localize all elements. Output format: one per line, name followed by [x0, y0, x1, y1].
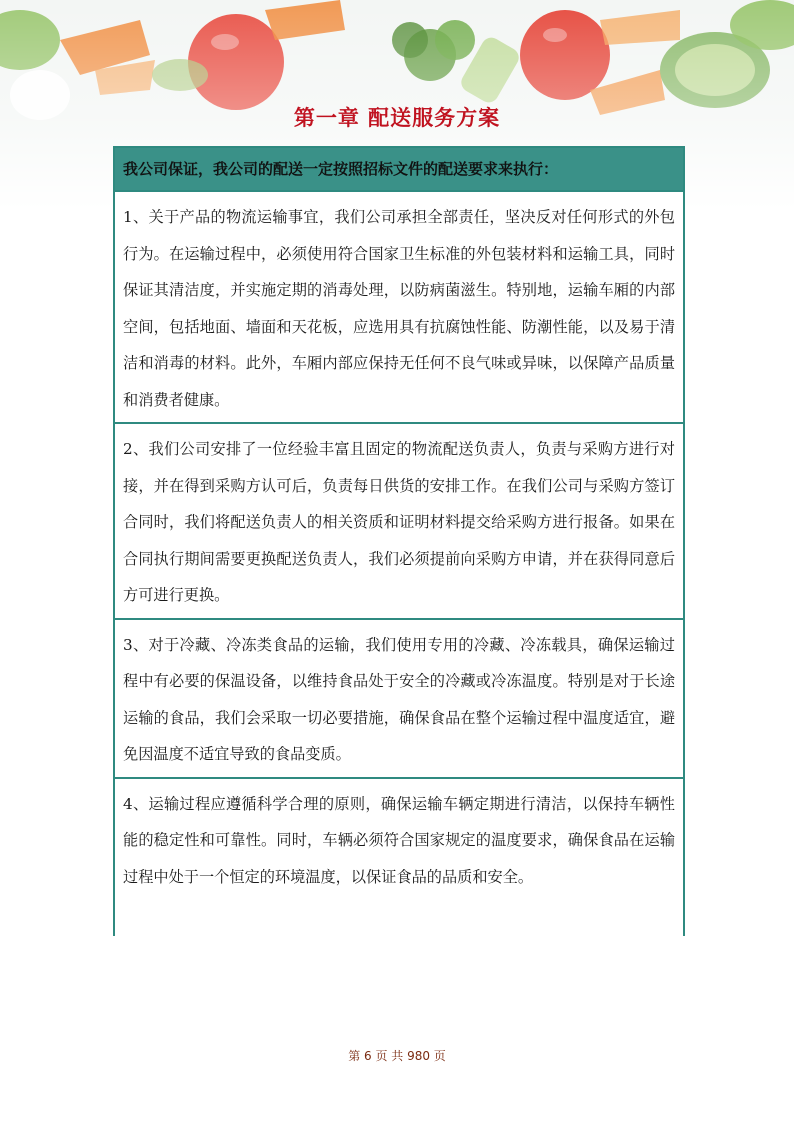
table-row: 1、关于产品的物流运输事宜，我们公司承担全部责任，坚决反对任何形式的外包行为。在运输过程中，必须使用符合国家卫生标准的外包装材料和运输工具，同时保证其清洁度，并实施定期的消毒处理，以防病菌滋生。特别地，运输车厢的内部空间，包括地面、墙面和天花板，应选用具有抗腐蚀性能、防潮性能，以及易于清洁和消毒的材料。此外，车厢内部应保持无任何不良气味或异味，以保障产品质量和消费者健康。: [115, 192, 683, 424]
table-row: 3、对于冷藏、冷冻类食品的运输，我们使用专用的冷藏、冷冻载具，确保运输过程中有必要的保温设备，以维持食品处于安全的冷藏或冷冻温度。特别是对于长途运输的食品，我们会采取一切必要措施，确保食品在整个运输过程中温度适宜，避免因温度不适宜导致的食品变质。: [115, 620, 683, 779]
page-number: 第 6 页 共 980 页: [348, 1049, 446, 1063]
table-row: 2、我们公司安排了一位经验丰富且固定的物流配送负责人，负责与采购方进行对接，并在得到采购方认可后，负责每日供货的安排工作。在我们公司与采购方签订合同时，我们将配送负责人的相关资质和证明材料提交给采购方进行报备。如果在合同执行期间需要更换配送负责人，我们必须提前向采购方申请，并在获得同意后方可进行更换。: [115, 424, 683, 620]
table-row: 4、运输过程应遵循科学合理的原则，确保运输车辆定期进行清洁，以保持车辆性能的稳定性和可靠性。同时，车辆必须符合国家规定的温度要求，确保食品在运输过程中处于一个恒定的环境温度，以保证食品的品质和安全。: [123, 794, 675, 886]
table-header: 我公司保证，我公司的配送一定按照招标文件的配送要求来执行：: [115, 148, 683, 192]
delivery-requirements-table: [113, 146, 685, 936]
chapter-title: 第一章 配送服务方案: [293, 106, 501, 130]
